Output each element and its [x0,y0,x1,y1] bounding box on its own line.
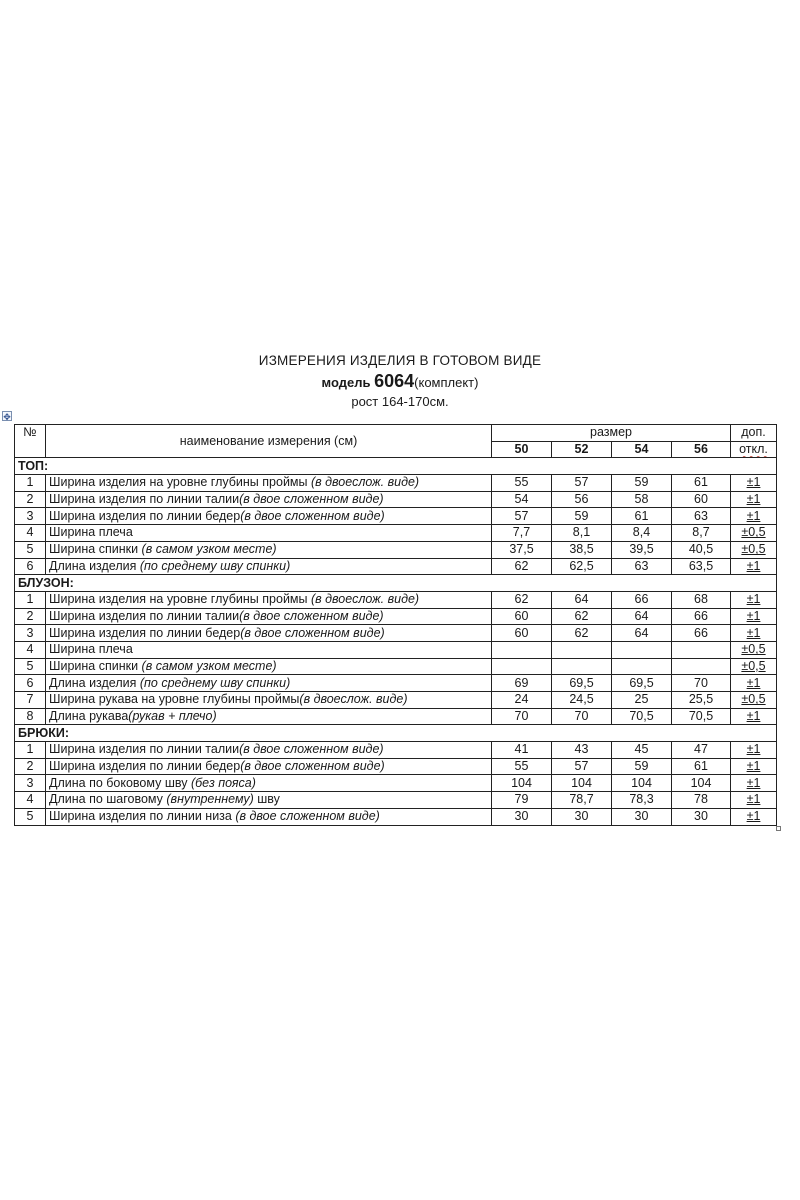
measurement-label: Ширина изделия по линии бедер [49,759,241,774]
model-line [0,371,800,393]
row-number: 8 [15,708,46,725]
size-value-54: 58 [612,491,672,508]
table-row [15,541,777,558]
size-value-54: 69,5 [612,675,672,692]
measurement-note: (в двое сложенном виде) [239,742,384,757]
measurement-note: (в двое сложенном виде) [239,492,384,507]
table-row [15,608,777,625]
size-value-54: 64 [612,608,672,625]
size-value-56: 61 [672,475,731,492]
size-value-54: 61 [612,508,672,525]
size-value-50: 37,5 [492,541,552,558]
size-value-50: 62 [492,591,552,608]
size-value-52 [552,658,612,675]
tolerance-value: ±0,5 [741,542,766,557]
tolerance [731,792,777,809]
column-header-tolerance-2 [731,441,777,458]
table-row [15,491,777,508]
section-title: ТОП: [15,458,777,475]
tolerance [731,475,777,492]
measurement-note: (в двое сложенном виде) [239,608,384,623]
model-number: 6064 [374,371,415,391]
row-number: 1 [15,742,46,759]
size-value-52: 57 [552,758,612,775]
size-value-56 [672,658,731,675]
size-value-54: 64 [612,625,672,642]
size-value-54: 78,3 [612,792,672,809]
row-number: 2 [15,608,46,625]
row-number: 7 [15,692,46,709]
measurement-name [46,692,492,709]
size-value-52: 104 [552,775,612,792]
table-row [15,775,777,792]
row-number: 3 [15,625,46,642]
size-value-56: 70,5 [672,708,731,725]
size-value-50: 55 [492,475,552,492]
table-row [15,591,777,608]
size-value-50: 104 [492,775,552,792]
measurement-name [46,792,492,809]
size-header: 56 [672,441,731,458]
table-row [15,742,777,759]
measurement-name [46,475,492,492]
size-header: 50 [492,441,552,458]
size-value-52: 64 [552,591,612,608]
tolerance-value: ±1 [746,608,761,623]
size-value-52: 62,5 [552,558,612,575]
table-row [15,675,777,692]
tolerance-value: ±1 [746,625,761,640]
measurement-note: (в двое сложенном виде) [240,759,385,774]
size-value-54: 66 [612,591,672,608]
tolerance [731,742,777,759]
size-value-52: 8,1 [552,525,612,542]
size-value-50: 79 [492,792,552,809]
size-value-56: 66 [672,625,731,642]
size-value-56: 63 [672,508,731,525]
measurement-label: Ширина спинки [49,542,142,557]
size-header: 54 [612,441,672,458]
tolerance-value: ±1 [746,809,761,824]
tolerance [731,775,777,792]
row-number: 6 [15,675,46,692]
size-value-56: 8,7 [672,525,731,542]
tolerance [731,758,777,775]
table-row [15,808,777,825]
tolerance-value: ±1 [746,592,761,607]
size-value-52: 43 [552,742,612,759]
size-value-54: 25 [612,692,672,709]
measurement-note: (в двое сложенном виде) [240,508,385,523]
size-value-56 [672,641,731,658]
row-number: 4 [15,641,46,658]
measurement-name [46,742,492,759]
measurement-label: Ширина изделия по линии талии [49,492,240,507]
document-title: ИЗМЕРЕНИЯ ИЗДЕЛИЯ В ГОТОВОМ ВИДЕ [258,353,542,368]
table-resize-handle[interactable] [776,826,781,831]
measurement-note: (в двоеслож. виде) [310,475,420,490]
size-value-56: 104 [672,775,731,792]
size-value-56: 40,5 [672,541,731,558]
size-value-52 [552,641,612,658]
tolerance [731,541,777,558]
column-header-size: размер [492,425,731,442]
size-value-50: 54 [492,491,552,508]
size-value-56: 61 [672,758,731,775]
tolerance [731,658,777,675]
size-value-52: 24,5 [552,692,612,709]
size-value-52: 59 [552,508,612,525]
table-row [15,658,777,675]
tolerance [731,508,777,525]
size-value-54: 8,4 [612,525,672,542]
tolerance [731,675,777,692]
size-value-52: 38,5 [552,541,612,558]
measurement-note: (по среднему шву спинки) [139,675,291,690]
row-number: 2 [15,491,46,508]
row-number: 1 [15,475,46,492]
measurement-label: Ширина изделия по линии талии [49,608,240,623]
row-number: 6 [15,558,46,575]
measurement-label: Ширина изделия по линии талии [49,742,240,757]
tolerance [731,525,777,542]
row-number: 2 [15,758,46,775]
table-row [15,758,777,775]
measurement-label: Длина рукава [49,709,129,724]
model-suffix: (комплект) [414,375,479,390]
size-value-54 [612,658,672,675]
measurement-note: (внутреннему) [166,792,254,807]
size-value-52: 69,5 [552,675,612,692]
tolerance-value: ±0,5 [741,692,766,707]
measurement-name [46,775,492,792]
measurement-label: Длина по шаговому [49,792,167,807]
measurement-name [46,708,492,725]
measurement-name [46,625,492,642]
size-value-54: 39,5 [612,541,672,558]
tolerance-value: ±1 [746,709,761,724]
measurement-name [46,808,492,825]
table-row [15,625,777,642]
measurement-name [46,608,492,625]
measurement-note: (по среднему шву спинки) [139,558,291,573]
measurement-note: (без пояса) [190,775,256,790]
measurement-label: Ширина изделия по линии бедер [49,508,241,523]
measurement-name [46,541,492,558]
size-value-56: 66 [672,608,731,625]
tolerance [731,591,777,608]
column-header-name: наименование измерения (см) [46,425,492,458]
size-value-54: 30 [612,808,672,825]
model-label: модель [321,375,371,390]
size-value-56: 68 [672,591,731,608]
tolerance-value: ±1 [746,475,761,490]
size-value-50: 60 [492,625,552,642]
tolerance-value: ±1 [746,558,761,573]
size-value-52: 70 [552,708,612,725]
tolerance-value: ±1 [746,742,761,757]
row-number: 4 [15,525,46,542]
size-value-50: 60 [492,608,552,625]
tolerance [731,708,777,725]
tolerance [731,491,777,508]
tolerance-value: ±0,5 [741,642,766,657]
measurement-note: (в двое сложенном виде) [235,809,380,824]
tolerance [731,808,777,825]
measurements-table [14,424,777,826]
measurement-note: (в двое сложенном виде) [240,625,385,640]
measurement-label: Ширина изделия на уровне глубины проймы [49,475,311,490]
table-row [15,475,777,492]
table-row [15,558,777,575]
size-value-50: 62 [492,558,552,575]
table-row [15,641,777,658]
size-value-54: 63 [612,558,672,575]
measurement-note: (в самом узком месте) [141,542,277,557]
document-header [0,352,800,411]
size-value-56: 78 [672,792,731,809]
size-value-52: 30 [552,808,612,825]
row-number: 5 [15,808,46,825]
measurement-note: (рукав + плечо) [128,709,217,724]
size-value-50: 24 [492,692,552,709]
measurement-name [46,508,492,525]
measurement-label: Длина по боковому шву [49,775,191,790]
size-value-54: 59 [612,475,672,492]
measurement-label: Ширина изделия на уровне глубины проймы [49,592,311,607]
row-number: 3 [15,775,46,792]
section-header-row [15,458,777,475]
size-value-52: 57 [552,475,612,492]
size-value-54: 45 [612,742,672,759]
measurement-note: (в самом узком месте) [141,658,277,673]
size-value-52: 62 [552,608,612,625]
row-number: 3 [15,508,46,525]
row-number: 5 [15,541,46,558]
size-value-54: 104 [612,775,672,792]
tolerance [731,608,777,625]
size-value-56: 30 [672,808,731,825]
measurement-note: (в двоеслож. виде) [299,692,408,707]
measurement-name [46,491,492,508]
tolerance [731,641,777,658]
size-value-52: 56 [552,491,612,508]
size-value-50 [492,658,552,675]
tolerance [731,625,777,642]
section-header-row [15,725,777,742]
size-value-54: 59 [612,758,672,775]
measurement-label: Длина изделия [49,675,140,690]
size-value-56: 63,5 [672,558,731,575]
measurement-label: Длина изделия [49,558,140,573]
measurement-note: (в двоеслож. виде) [310,592,420,607]
measurement-name [46,758,492,775]
size-value-54: 70,5 [612,708,672,725]
tolerance-value: ±1 [746,508,761,523]
table-move-handle-icon[interactable]: ✥ [3,412,11,422]
table-row [15,792,777,809]
measurement-label: Ширина изделия по линии бедер [49,625,241,640]
row-number: 5 [15,658,46,675]
tolerance-value: ±1 [746,759,761,774]
tolerance-header-text: откл. [739,442,768,457]
row-number: 1 [15,591,46,608]
tolerance [731,558,777,575]
measurement-label: Ширина плеча [49,642,133,657]
tolerance-value: ±1 [746,492,761,507]
table-row [15,692,777,709]
measurement-name [46,658,492,675]
size-value-50: 69 [492,675,552,692]
measurement-name [46,525,492,542]
section-header-row [15,575,777,592]
size-value-50: 30 [492,808,552,825]
size-header: 52 [552,441,612,458]
table-row [15,708,777,725]
measurement-label: Ширина плеча [49,525,133,540]
size-value-50: 55 [492,758,552,775]
measurement-label: Ширина изделия по линии низа [49,809,236,824]
size-value-56: 25,5 [672,692,731,709]
tolerance-value: ±1 [746,792,761,807]
tolerance [731,692,777,709]
measurement-name [46,558,492,575]
size-value-54 [612,641,672,658]
measurement-label: Ширина рукава на уровне глубины проймы [49,692,300,707]
row-number: 4 [15,792,46,809]
table-row [15,508,777,525]
measurement-label: Ширина спинки [49,658,142,673]
tolerance-value: ±0,5 [741,658,766,673]
size-value-50 [492,641,552,658]
tolerance-value: ±1 [746,775,761,790]
size-value-52: 62 [552,625,612,642]
size-value-56: 70 [672,675,731,692]
size-value-50: 57 [492,508,552,525]
column-header-tolerance: доп. [731,425,777,442]
size-value-56: 60 [672,491,731,508]
section-title: БРЮКИ: [15,725,777,742]
measurement-name [46,675,492,692]
column-header-number: № [15,425,46,458]
table-row [15,525,777,542]
measurement-name [46,641,492,658]
section-title: БЛУЗОН: [15,575,777,592]
size-value-56: 47 [672,742,731,759]
table-header-row-1 [15,425,777,442]
size-value-52: 78,7 [552,792,612,809]
measurement-suffix: шву [253,792,280,807]
size-value-50: 70 [492,708,552,725]
height-range: рост 164-170см. [351,394,449,409]
size-value-50: 7,7 [492,525,552,542]
size-value-50: 41 [492,742,552,759]
tolerance-value: ±0,5 [741,525,766,540]
tolerance-value: ±1 [746,675,761,690]
measurement-name [46,591,492,608]
